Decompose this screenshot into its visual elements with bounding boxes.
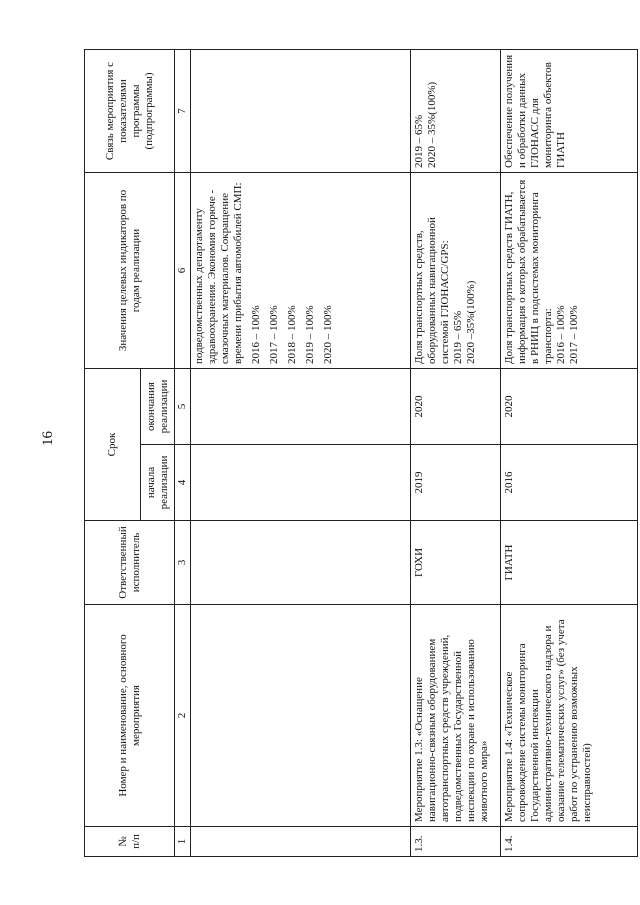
target-year: 2019 – 65% [452, 310, 464, 364]
document-table-rotated [84, 50, 634, 857]
col-number: 5 [175, 369, 191, 445]
row-name [191, 605, 411, 827]
col-number: 4 [175, 445, 191, 521]
header-name: Номер и наименование, основного мероприятия [85, 605, 175, 827]
target-year: 2016 – 100% [250, 305, 262, 364]
target-year: 2020 –35%(100%) [465, 280, 477, 364]
target-text: подведомственных департаменту здравоохранения. Экономия горюче - смазочных материалов. Сокращение времени прибытия автомобилей СМП: [193, 182, 244, 364]
header-targets: Значения целевых индикаторов по годам реализации [85, 173, 175, 369]
row-end [191, 369, 411, 445]
target-year: 2019 – 100% [304, 305, 316, 364]
col-number: 1 [175, 827, 191, 857]
target-year: 2020 – 100% [322, 305, 334, 364]
row-start: 2016 [501, 445, 638, 521]
target-year: 2017 – 100% [568, 305, 580, 364]
header-term: Срок [85, 369, 141, 521]
target-year: 2016 – 100% [555, 305, 567, 364]
row-no [191, 827, 411, 857]
header-no: № п/п [85, 827, 175, 857]
col-number: 2 [175, 605, 191, 827]
table-row [411, 50, 501, 857]
row-link [191, 50, 411, 173]
row-link: 2019 – 65% 2020 – 35%(100%) [411, 50, 501, 173]
row-name: Мероприятие 1.4: «Техническое сопровождение системы мониторинга Государственной инспекции административно-технического надзора и оказание телематических услуг» (без учета работ по устранению возможных неисправностей) [501, 605, 638, 827]
row-start [191, 445, 411, 521]
row-executor: ГИАТН [501, 521, 638, 605]
header-link: Связь мероприятия с показателями программы (подпрограммы) [85, 50, 175, 173]
col-number: 3 [175, 521, 191, 605]
row-no: 1.3. [411, 827, 501, 857]
row-targets [501, 173, 638, 369]
table-row [501, 50, 638, 857]
row-executor: ГОХИ [411, 521, 501, 605]
row-start: 2019 [411, 445, 501, 521]
row-executor [191, 521, 411, 605]
header-start: начала реализации [141, 445, 175, 521]
col-number: 6 [175, 173, 191, 369]
row-no: 1.4. [501, 827, 638, 857]
page-number: 16 [40, 431, 56, 446]
table-row [191, 50, 411, 857]
row-targets [191, 173, 411, 369]
row-name: Мероприятие 1.3: «Оснащение навигационно-связным оборудованием автотранспортных средств учреждений, подведомственных Государственной инспекции по охране и использованию животного мира» [411, 605, 501, 827]
target-year: 2018 – 100% [286, 305, 298, 364]
target-text: Доля транспортных средств ГИАТН, информация о которых обрабатывается в РНИЦ в подсистемах мониторинга транспорта: [503, 179, 554, 364]
target-text: Доля транспортных средств, оборудованных навигационной системой ГЛОНАСС/GPS: [413, 217, 451, 364]
col-number: 7 [175, 50, 191, 173]
row-end: 2020 [411, 369, 501, 445]
row-end: 2020 [501, 369, 638, 445]
row-targets [411, 173, 501, 369]
row-link: Обеспечение получения и обработки данных ГЛОНАСС для мониторинга объектов ГИАТН [501, 50, 638, 173]
target-year: 2017 – 100% [268, 305, 280, 364]
activities-table [84, 49, 638, 857]
header-executor: Ответственный исполнитель [85, 521, 175, 605]
header-end: окончания реализации [141, 369, 175, 445]
